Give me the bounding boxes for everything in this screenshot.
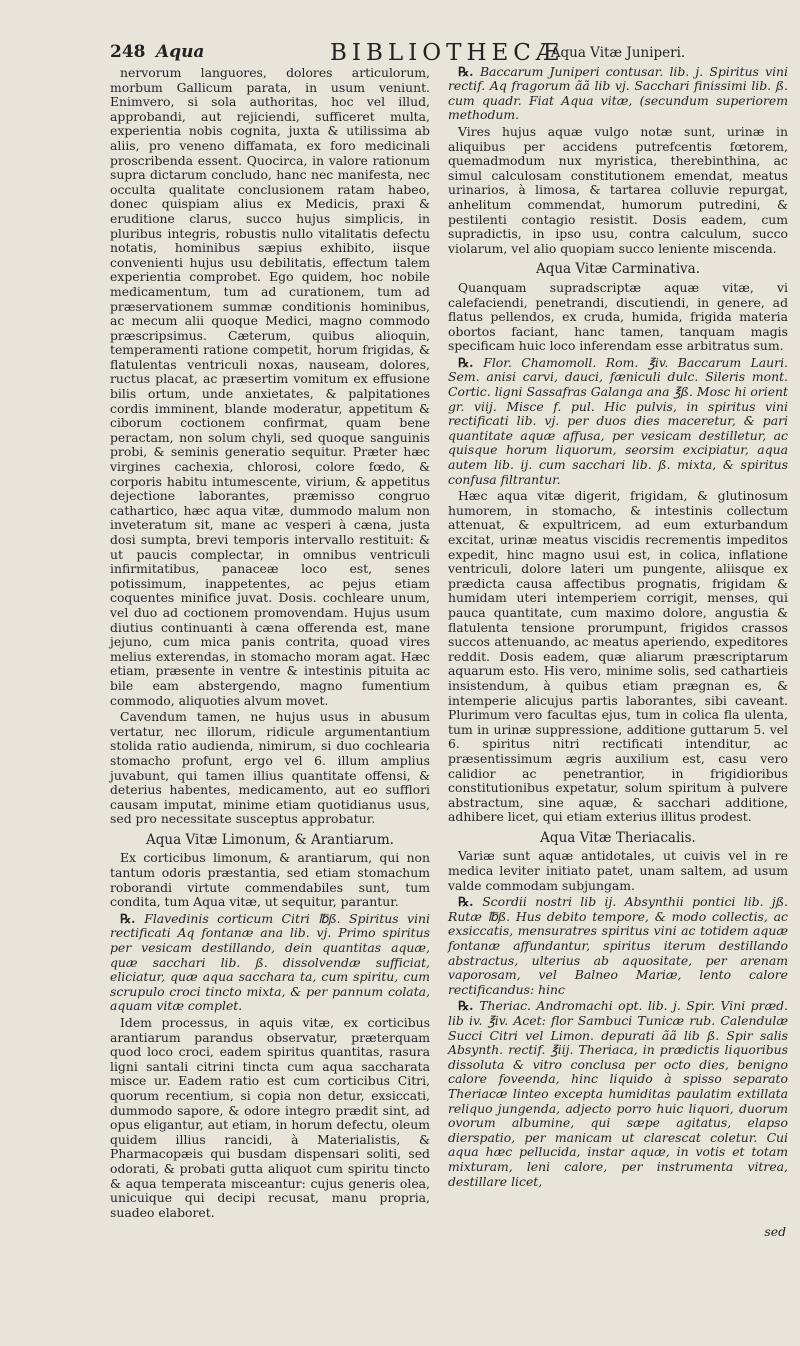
section-title: Aqua Vitæ Carminativa. — [535, 261, 701, 278]
recipe-paragraph: ℞. Flavedinis corticum Citri ℔ß. Spiritus vini rectificati Aq fontanæ ana lib. vj. Primo spiritus per vesicam destillando, dein quantitas aquæ, quæ sacchari lib. ß. dissolvendæ sufficiat, eliciatur, quæ aqua sacchara ta, cum spiritu, cum scrupulo croci tincto mixta, & per pannum colata, aquam vitæ complet. — [110, 912, 430, 1014]
text-paragraph: Variæ sunt aquæ antidotales, ut cuivis vel in re medica leviter initiato patet, unam saltem, ad usum valde commodam subjungam. — [448, 848, 788, 893]
left-column — [110, 66, 430, 1222]
text-paragraph: Cavendum tamen, ne hujus usus in abusum vertatur, nec illorum, ridicule argumentantium stolida ratio audienda, nimirum, si duo cochlearia stomacho profunt, ergo vel 6. illum amplius juvabunt, qui tamen illius quantitate offensi, & deterius habentes, medicamento, aut eo sufflori causam imputat, minime etiam quotidianus usus, sed pro necessitate susceptus approbatur. — [110, 709, 430, 827]
section-title: Aqua Vitæ Theriacalis. — [540, 829, 696, 846]
recipe-paragraph: ℞. Theriac. Andromachi opt. lib. j. Spir. Vini præd. lib iv. ℥iv. Acet: flor Sambuci Tunicæ rub. Calendulæ Succi Citri vel Limon. depurati ãã lib ß. Spir salis Absynth. rectif. ℥iij. Theriaca, in prædictis liquoribus dissoluta & vitro conclusa per octo dies, benigno calore foveenda, hinc liquido à spisso separato Theriacæ linteo excepta humiditas paulatim extillata reliquo jungenda, adjecto porro huic liquori, duorum ovorum albumine, qui sæpe agitatus, elapso dierspatio, per manicam ut clarescat coletur. Cui aqua hæc pellucida, instar aquæ, in votis et totam mixturam, leni calore, per instrumenta vitrea, destillare licet, — [448, 999, 788, 1189]
section-title: Aqua Vitæ Limonum, & Arantiarum. — [146, 831, 394, 848]
text-paragraph: Idem processus, in aquis vitæ, ex corticibus arantiarum parandus observatur, præterquam quod loco croci, eadem spiritus quantitas, rasura ligni santali citrini tincta cum aqua saccharata misce ur. Eadem ratio est cum corticibus Citri, quorum recentium, si copia non detur, exsiccati, dummodo sapore, & odore integro prædit sint, ad opus eligantur, aut etiam, in horum defectu, oleum quidem illius rancidi, à Materialistis, & Pharmacopæis qui busdam dispensari soliti, sed odorati, & probati gutta aliquot cum spiritu tincto & aqua temperata misceantur: cujus generis olea, unicuique qui decipi recusat, manu propria, suadeo elaboret. — [110, 1015, 430, 1220]
page-number: 248 — [110, 42, 146, 62]
text-paragraph: nervorum languores, dolores articulorum, morbum Gallicum parata, in usum veniunt. Enimvero, si sola authoritas, hoc vel illud, approbandi, aut rejiciendi, sufficeret multa, experientia nobis cognita, juxta & utilissima ab aliis, pro veneno diffamata, ex foro medicinali proscribenda essent. Quocirca, in valore rationum supra dictarum concludo, hanc nec manifesta, nec occulta qualitate conclusionem ratam habeo, donec quispiam alius ex Medicis, praxi & eruditione clarus, succo hujus simplicis, in pluribus integris, robustis nullo vitalitatis defectu notatis, hominibus sæpius exhibito, iisque convenienti hujus usu debilitatis, effectum talem experientia comprobet. Ego quidem, hoc nobile medicamentum, tum ad curationem, tum ad præservationem summæ conditionis hominibus, ac mecum alii quoque Medici, magno commodo præscripsimus. Cæterum, quibus alioquin, temperamenti ratione competit, horum frigidas, & flatulentas ventriculi noxas, nauseam, dolores, ructus placat, ac præsertim vomitum ex effusione bilis ortum, unde anxietates, & palpitationes cordis imminent, blande moderatur, appetitum & ciborum coctionem confirmat, quam bene peractam, non solum chyli, sed quoque sanguinis probi, & seminis generatio sequitur. Præter hæc virgines cachexia, chlorosi, colore fœdo, & corporis habitu intumescente, virium, & appetitus dejectione laborantes, præmisso congruo cathartico, hæc aqua vitæ, dummodo malum non inveteratum sit, mane ac vesperi à cæna, justa dosi sumpta, brevi temporis intervallo restituit: & ut paucis complectar, in omnibus ventriculi infirmitatibus, panaceæ loco est, senes potissimum, inappetentes, ac pejus etiam coquentes minifice juvat. Dosis. cochleare unum, vel duo ad coctionem promovendam. Hujus usum diutius continuanti à cæna offerenda est, mane jejuno, cum mica panis contrita, quoad vires melius exterendas, in stomacho moram agat. Hæc etiam, præsente in ventre & intestinis pituita ac bile eam abstergendo, magno fumentium commodo, aliquoties alvum movet. — [110, 65, 430, 708]
text-paragraph: Ex corticibus limonum, & arantiarum, qui non tantum odoris præstantia, sed etiam stomachum roborandi virtute commendabiles sunt, tum condita, tum Aqua vitæ, ut sequitur, parantur. — [110, 850, 430, 910]
text-paragraph: Vires hujus aquæ vulgo notæ sunt, urinæ in aliquibus per accidens putrefcentis fœtorem, quemadmodum nux myristica, therebinthina, ac simul calculosam constitutionem emendat, meatus urinarios, à limosa, & tartarea colluvie repurgat, anhelitum commendat, humorum putredini, & pestilenti contagio resistit. Dosis eadem, cum supradictis, in ipso usu, contra calculum, succo violarum, vel alio quopiam succo leniente miscenda. — [448, 123, 788, 256]
right-column — [448, 40, 788, 1191]
section-title: Aqua Vitæ Juniperi. — [550, 45, 686, 61]
recipe-paragraph: ℞. Flor. Chamomoll. Rom. ℥iv. Baccarum Lauri. Sem. anisi carvi, dauci, fæniculi dulc. Sileris mont. Cortic. ligni Sassafras Galanga ana ℥ß. Mosc hi orient gr. viij. Misce f. pul. Hic pulvis, in spiritus vini rectificati lib. vj. per duos dies maceretur, & pari quantitate aquæ affusa, per vesicam destilletur, ac quisque horum liquorum, seorsim excipiatur, aqua autem lib. ij. cum sacchari lib. ß. mixta, & spiritus confusa filtrantur. — [448, 356, 788, 487]
book-title: BIBLIOTHECÆ — [330, 40, 564, 66]
recipe-paragraph: ℞. Baccarum Juniperi contusar. lib. j. Spiritus vini rectif. Aq fragorum ãã lib vj. Sacchari finissimi lib. ß. cum quadr. Fiat Aqua vitæ, (secundum superiorem methodum. — [448, 65, 788, 123]
running-title: Aqua — [156, 42, 205, 62]
recipe-paragraph: ℞. Scordii nostri lib ij. Absynthii pontici lib. jß. Rutæ ℔ß. Hus debito tempore, & modo collectis, ac exsiccatis, mensuratres spiritus vini ac totidem aquæ fontanæ affundantur, spiritus iterum destillando abstractus, ulterius ab aquositate, per arenam vaporosam, vel Balneo Mariæ, lento calore rectificandus: hinc — [448, 895, 788, 997]
catchword: sed — [764, 1224, 786, 1239]
text-paragraph: Quanquam supradscriptæ aquæ vitæ, vi calefaciendi, penetrandi, discutiendi, in genere, ad flatus pellendos, ex cruda, humida, frigida materia obortos faciant, hanc tamen, tanquam magis specificam huic loco inferendam esse arbitratus sum. — [448, 279, 788, 354]
text-paragraph: Hæc aqua vitæ digerit, frigidam, & glutinosum humorem, in stomacho, & intestinis collectum attenuat, & expultricem, ad eum exturbandum excitat, urinæ meatus viscidis recrementis impeditos expedit, hinc magno usui est, in colica, inflatione ventriculi, dolore lateri um pungente, aliisque ex prædicta causa affectibus prognatis, frigidam & humidam uteri intemperiem corrigit, menses, qui pauca quantitate, cum maximo dolore, angustia & flatulenta tensione prorumpunt, frigidos crassos succos attenuando, ac meatus aperiendo, expeditores reddit. Dosis eadem, quæ aliarum præscriptarum aquarum esto. His vero, minime solis, sed cathartieis insistendum, à quibus etiam prægnan es, & intemperie alicujus partis laborantes, sibi caveant. Plurimum vero facultas ejus, tum in colica fla ulenta, tum in urinæ suppressione, additione guttarum 5. vel 6. spiritus nitri rectificati intenditur, ac præsentissimum ægris auxilium est, casu vero calidior ac penetrantior, in frigidioribus constitutionibus expetatur, solum spiritum à pulvere abstractum, sine aquæ, & sacchari additione, adhibere licet, qui etiam exterius illitus prodest. — [448, 488, 788, 825]
